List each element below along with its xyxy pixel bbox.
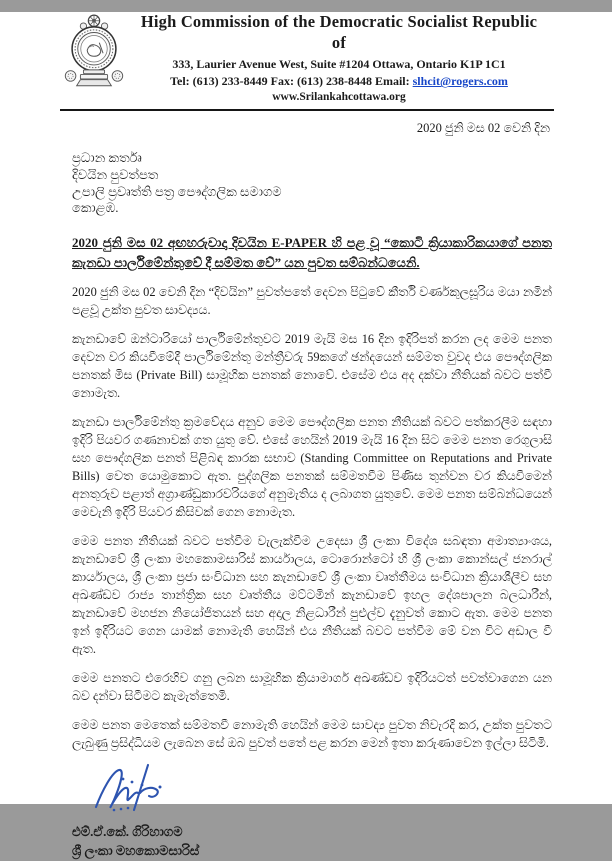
body-paragraph: 2020 ජුනි මස 02 වෙනි දින “දිවයින” පුවත්පතේ දෙවන පිටුවේ කීර්ති වර්ණකුලසූරිය මයා නමින් පළවූ උක්ත පුවත සාවද්‍යය. bbox=[72, 285, 552, 318]
letterhead-text bbox=[132, 12, 554, 103]
mission-contact-line bbox=[132, 74, 546, 89]
signatory-title: ශ්‍රී ලංකා මහකොමසාරිස් bbox=[72, 843, 200, 859]
letterhead bbox=[60, 12, 554, 111]
body-paragraph: මෙම පනතට එරෙහිව ගනු ලබන සාමූහික ක්‍රියාමාර්ග අඛණ්ඩව ඉදිරියටත් පවත්වාගෙන යන බව දන්වා සිටීමට කැමැත්තෙමි. bbox=[72, 670, 552, 703]
subject-heading: 2020 ජුනි මස 02 අඟහරුවාදා දිවයින E-PAPER හි පළ වූ “කොටි ක්‍රියාකාරිකයාගේ පනත කැනඩා පාර්ලිමේන්තුවේ දී සම්මත වේ” යන පුවත සම්බන්ධයෙනි. bbox=[72, 234, 552, 270]
signatory-name: එම්.ඒ.කේ. ගිරිහාගම bbox=[72, 823, 183, 839]
signatory-block bbox=[72, 822, 552, 861]
letter-date: 2020 ජුනි මස 02 වෙනි දින bbox=[416, 121, 550, 136]
body-paragraph: කැනඩාවේ ඔන්ටාරියෝ පාර්ලිමේන්තුවට 2019 මැයි මස 16 දින ඉදිරිපත් කරන ලද මෙම පනත දෙවන වර කියවීමේදී පාර්ලිමේන්තු මන්ත්‍රීවරු 59කගේ ඡන්දයෙන් සම්මත වුවද එය පෞද්ගලික පනතක් මිස (Private Bill) සාමූහික පනතක් නොවේ. එසේම එය අද දක්වා නීතියක් බවට පත්වී නොමැත. bbox=[72, 332, 552, 400]
mission-title: High Commission of the Democratic Socialist Republic of bbox=[140, 12, 538, 52]
recipient-line: ප්‍රධාන කර්තෘ bbox=[72, 150, 142, 166]
email-link[interactable]: slhcit@rogers.com bbox=[412, 74, 508, 89]
recipient-line: දිවයින පුවත්පත bbox=[72, 166, 159, 182]
tel-fax-email-label: Tel: (613) 233-8449 Fax: (613) 238-8448 Email: bbox=[170, 74, 413, 89]
recipient-line: කොළඹ. bbox=[72, 200, 119, 216]
mission-address: 333, Laurier Avenue West, Suite #1204 Ottawa, Ontario K1P 1C1 bbox=[172, 57, 506, 72]
letter-page bbox=[0, 12, 612, 859]
body-paragraph: මෙම පනත නීතියක් බවට පත්වීම වැලැක්වීම උදෙසා ශ්‍රී ලංකා විදේශ සබඳතා අමාත්‍යාංශය, කැනඩාවේ ශ්‍රී ලංකා මහකොමසාරිස් කාර්යාලය, ටොරොන්ටෝ හි ශ්‍රී ලංකා කොන්සල් ජනරාල් කාර්යාලය, ශ්‍රී ලංකා ප්‍රජා සංවිධාන සහ කැනඩාවේ ශ්‍රී ලංකා වෘත්තීමය සංවිධාන ක්‍රියාශීලීව සහ අඛණ්ඩව රාජ්‍ය තාන්ත්‍රික සහ වෘත්තීය මට්ටමින් කැනඩාවේ ඉහල දේශපාලන බලධාරීන්, කැනඩාවේ මහජන නියෝජිතයන් සහ අදාල නිළධාරීන් පුළුල්ව දැනුවත් කොට ඇත. මෙම පනත ඉන් ඉදිරියට ගෙන යාමක් නොමැති හෙයින් එය නීතියක් බවට පත්වීම මේ වන විට අඩාල වී ඇත. bbox=[72, 533, 552, 656]
handwritten-signature-image bbox=[92, 763, 176, 813]
recipient-line: උපාලි ප්‍රවෘත්ති පත්‍ර පෞද්ගලික සමාගම bbox=[72, 183, 282, 199]
signature-block bbox=[92, 763, 612, 818]
sri-lanka-emblem-icon bbox=[60, 12, 132, 95]
body-paragraph: කැනඩා පාර්ලිමේන්තු ක්‍රමවේදය අනුව මෙම පෞද්ගලික පනත නීතියක් බවට පත්කරලීම සඳහා ඉදිරි පියවර ගණනාවක් ගත යුතු වේ. එසේ හෙයින් 2019 මැයි 16 දින සිට මෙම පනත රෙගුලාසි සහ පෞද්ගලික පනත් පිළිබඳ කාරක සභාව (Standing Committee on Reputations and Private Bills) වෙත යොමුකොට ඇත. පුද්ගලික පනතක් සම්මතවීම පිණිස තුන්වන වර කියවීමෙන් අනතුරුව පළාත් අග්‍රාණ්ඩුකාරවරියගේ අනුමැතිය ද ලබාගත යුතුවේ. මෙම පනත සම්බන්ධයෙන් මෙවැනි ඉදිරි පියවර කිසිවක් ගෙන නොමැත. bbox=[72, 414, 552, 519]
recipient-block bbox=[72, 150, 552, 217]
body-paragraph: මෙම පනත මෙතෙක් සම්මතවී නොමැති හෙයින් මෙම සාවද්‍ය පුවත නිවැරදි කර, උක්ත පුවතට ලැබුණු ප්‍රසිද්ධියම ලැබෙන සේ ඔබ පුවත් පතේ පළ කරන මෙන් ඉතා කරුණාවෙන ඉල්ලා සිටිමි. bbox=[72, 717, 552, 750]
mission-website: www.Srilankahcottawa.org bbox=[272, 91, 406, 104]
